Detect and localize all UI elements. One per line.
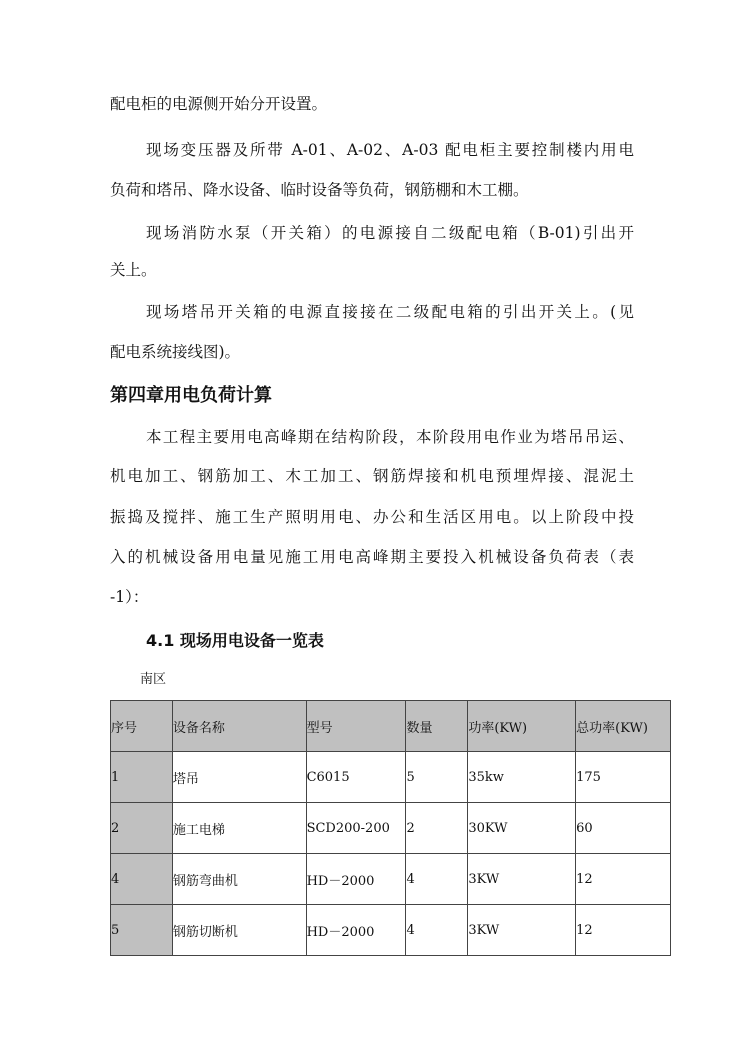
header-cell: 设备名称 — [172, 701, 306, 752]
table-cell: 塔吊 — [172, 752, 306, 803]
table-cell: 钢筋弯曲机 — [172, 854, 306, 905]
table-cell: 钢筋切断机 — [172, 905, 306, 956]
table-cell: 60 — [576, 803, 671, 854]
header-cell: 数量 — [406, 701, 468, 752]
equipment-table — [110, 700, 671, 956]
table-row — [111, 905, 671, 956]
header-cell: 功率(KW) — [468, 701, 576, 752]
table-cell: HD－2000 — [306, 905, 406, 956]
paragraph-line: 机电加工、钢筋加工、木工加工、钢筋焊接和机电预埋焊接、混泥土 — [110, 467, 634, 485]
table-cell: 4 — [111, 854, 173, 905]
paragraph-line: 配电柜的电源侧开始分开设置。 — [110, 95, 328, 113]
paragraph-line: 本工程主要用电高峰期在结构阶段，本阶段用电作业为塔吊吊运、 — [146, 428, 634, 446]
table-header-row — [111, 701, 671, 752]
table-cell: 5 — [406, 752, 468, 803]
table-row — [111, 752, 671, 803]
table-cell: 施工电梯 — [172, 803, 306, 854]
table-cell: 2 — [406, 803, 468, 854]
table-cell: 35kw — [468, 752, 576, 803]
paragraph-line: 入的机械设备用电量见施工用电高峰期主要投入机械设备负荷表（表 — [110, 548, 634, 566]
table-cell: 12 — [576, 905, 671, 956]
chapter-heading: 第四章用电负荷计算 — [110, 385, 272, 406]
paragraph-line: 负荷和塔吊、降水设备、临时设备等负荷，钢筋棚和木工棚。 — [110, 181, 529, 199]
table-cell: 4 — [406, 854, 468, 905]
section-heading: 4.1 现场用电设备一览表 — [146, 631, 324, 650]
paragraph-line: 振捣及搅拌、施工生产照明用电、办公和生活区用电。以上阶段中投 — [110, 508, 634, 526]
header-cell: 型号 — [306, 701, 406, 752]
table-cell: 3KW — [468, 905, 576, 956]
table-cell: 2 — [111, 803, 173, 854]
area-label: 南区 — [140, 672, 167, 687]
table-cell: 30KW — [468, 803, 576, 854]
table-cell: 4 — [406, 905, 468, 956]
table-cell: 5 — [111, 905, 173, 956]
header-cell: 总功率(KW) — [576, 701, 671, 752]
table-cell: HD－2000 — [306, 854, 406, 905]
table-cell: 175 — [576, 752, 671, 803]
table-row — [111, 854, 671, 905]
paragraph-line: -1）： — [110, 588, 149, 606]
paragraph-line: 现场塔吊开关箱的电源直接接在二级配电箱的引出开关上。(见 — [146, 303, 634, 321]
table-cell: SCD200-200 — [306, 803, 406, 854]
paragraph-line: 现场消防水泵（开关箱）的电源接自二级配电箱（B-01)引出开 — [146, 224, 634, 242]
table-cell: C6015 — [306, 752, 406, 803]
table-cell: 1 — [111, 752, 173, 803]
paragraph-line: 现场变压器及所带 A-01、A-02、A-03 配电柜主要控制楼内用电 — [146, 141, 634, 159]
table-cell: 3KW — [468, 854, 576, 905]
header-cell: 序号 — [111, 701, 173, 752]
table-cell: 12 — [576, 854, 671, 905]
paragraph-line: 配电系统接线图)。 — [110, 343, 241, 361]
paragraph-line: 关上。 — [110, 261, 157, 279]
table-row — [111, 803, 671, 854]
